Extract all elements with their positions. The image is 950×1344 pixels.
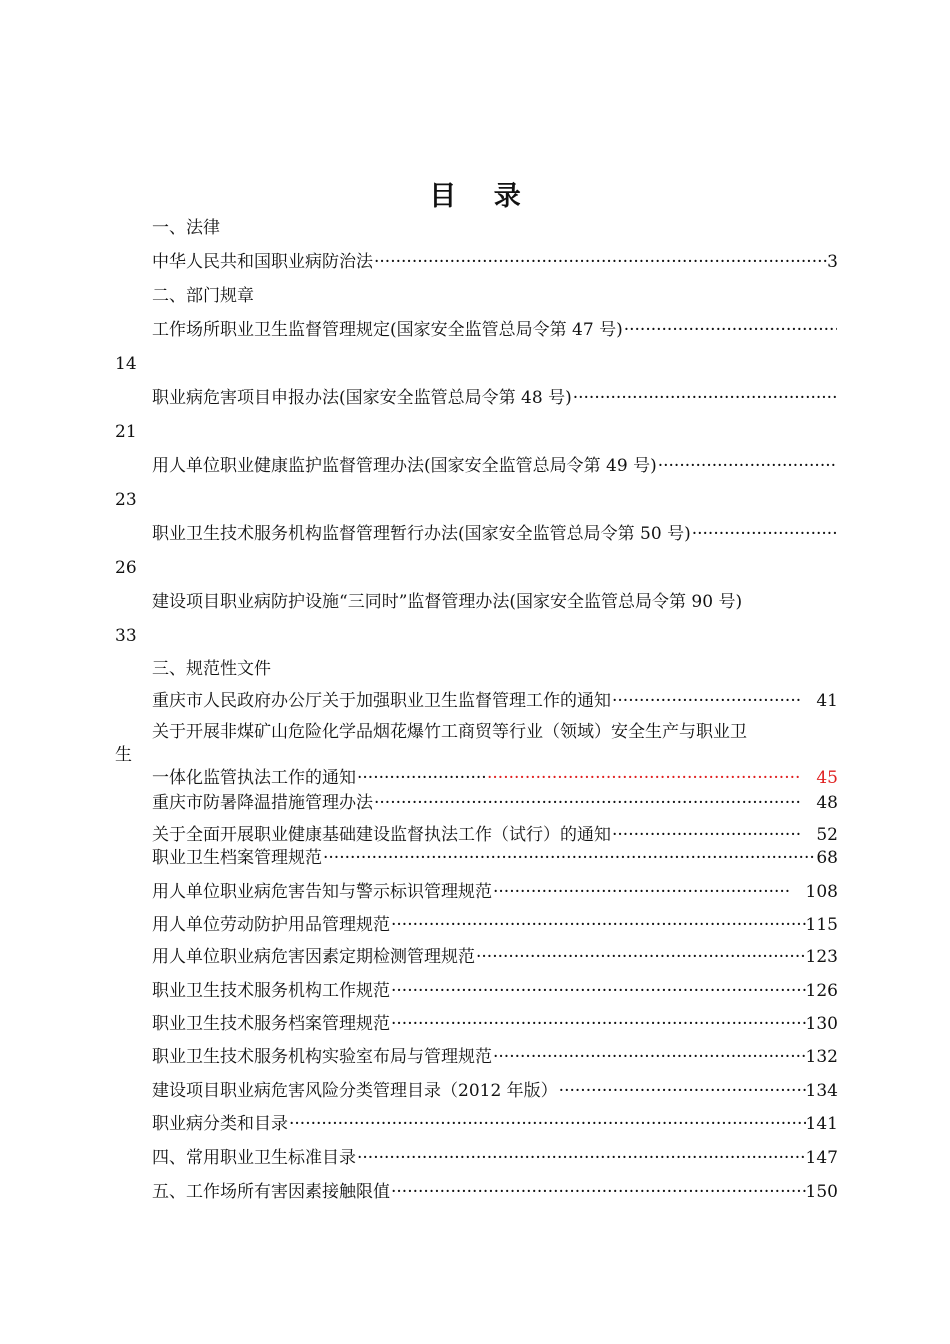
section-heading-norms <box>152 657 838 681</box>
toc-entry[interactable] <box>152 979 838 1003</box>
entry-title: 职业病危害项目申报办法(国家安全监管总局令第 48 号) <box>152 388 572 408</box>
entry-title: 中华人民共和国职业病防治法 <box>152 252 373 272</box>
dot-leader <box>391 979 806 1003</box>
toc-entry[interactable] <box>152 590 838 614</box>
dot-leader <box>493 1045 806 1069</box>
entry-page: 150 <box>805 1182 838 1202</box>
entry-page: 26 <box>115 558 137 578</box>
entry-title: 五、工作场所有害因素接触限值 <box>152 1182 390 1202</box>
entry-page: 130 <box>805 1014 838 1034</box>
toc-title: 目 录 <box>429 181 535 212</box>
entry-title: 用人单位职业病危害因素定期检测管理规范 <box>152 947 475 967</box>
dot-leader <box>573 386 837 410</box>
entry-title: 职业卫生技术服务档案管理规范 <box>152 1014 390 1034</box>
section-label: 二、部门规章 <box>152 286 254 306</box>
toc-entry[interactable] <box>152 689 838 713</box>
entry-page: 115 <box>805 915 838 935</box>
entry-page: 48 <box>816 793 838 813</box>
dot-leader <box>493 880 791 904</box>
entry-page: 123 <box>805 947 838 967</box>
entry-title-line1: 关于开展非煤矿山危险化学品烟花爆竹工商贸等行业（领域）安全生产与职业卫 <box>152 722 747 742</box>
entry-title: 用人单位职业病危害告知与警示标识管理规范 <box>152 882 492 902</box>
dot-leader <box>692 522 837 546</box>
section-label: 三、规范性文件 <box>152 659 271 679</box>
entry-page: 68 <box>816 848 838 868</box>
toc-entry[interactable] <box>152 386 838 410</box>
entry-page: 41 <box>816 691 838 711</box>
dot-leader <box>476 945 806 969</box>
entry-page: 108 <box>805 882 838 902</box>
toc-entry[interactable] <box>152 823 838 847</box>
toc-entry[interactable] <box>152 318 838 342</box>
entry-title: 职业卫生技术服务机构监督管理暂行办法(国家安全监管总局令第 50 号) <box>152 524 691 544</box>
entry-title: 重庆市人民政府办公厅关于加强职业卫生监督管理工作的通知 <box>152 691 611 711</box>
entry-page: 14 <box>115 354 137 374</box>
dot-leader <box>357 1146 806 1170</box>
section-label: 一、法律 <box>152 218 220 238</box>
entry-title: 职业卫生技术服务机构工作规范 <box>152 981 390 1001</box>
toc-entry[interactable] <box>152 720 838 744</box>
toc-entry[interactable] <box>152 1012 838 1036</box>
toc-entry[interactable] <box>152 250 838 274</box>
entry-page: 126 <box>805 981 838 1001</box>
dot-leader <box>391 1012 806 1036</box>
entry-page: 147 <box>805 1148 838 1168</box>
entry-title: 重庆市防暑降温措施管理办法 <box>152 793 373 813</box>
toc-entry[interactable] <box>152 1079 838 1103</box>
entry-page: 132 <box>805 1047 838 1067</box>
entry-page: 141 <box>805 1114 838 1134</box>
dot-leader <box>612 689 801 713</box>
toc-entry[interactable] <box>152 846 838 870</box>
dot-leader <box>289 1112 806 1136</box>
toc-entry[interactable] <box>152 945 838 969</box>
entry-title: 用人单位劳动防护用品管理规范 <box>152 915 390 935</box>
entry-title: 关于全面开展职业健康基础建设监督执法工作（试行）的通知 <box>152 825 611 845</box>
dot-leader <box>391 1180 806 1204</box>
entry-title: 职业卫生档案管理规范 <box>152 848 322 868</box>
dot-leader <box>391 913 806 937</box>
entry-title: 职业病分类和目录 <box>152 1114 288 1134</box>
entry-wrap-char: 生 <box>115 745 132 765</box>
entry-page: 134 <box>805 1081 838 1101</box>
dot-leader-highlight <box>487 766 801 790</box>
toc-entry[interactable] <box>152 791 838 815</box>
toc-entry-continued[interactable] <box>152 766 838 790</box>
entry-title-line2: 一体化监管执法工作的通知 <box>152 768 356 788</box>
dot-leader <box>559 1079 806 1103</box>
toc-entry[interactable] <box>152 454 838 478</box>
dot-leader <box>323 846 816 870</box>
dot-leader <box>658 454 837 478</box>
entry-title: 工作场所职业卫生监督管理规定(国家安全监管总局令第 47 号) <box>152 320 623 340</box>
dot-leader <box>612 823 801 847</box>
toc-entry[interactable] <box>152 1112 838 1136</box>
entry-page: 33 <box>115 626 137 646</box>
entry-title: 职业卫生技术服务机构实验室布局与管理规范 <box>152 1047 492 1067</box>
entry-title: 建设项目职业病防护设施“三同时”监督管理办法(国家安全监管总局令第 90 号) <box>152 592 743 612</box>
entry-page: 45 <box>816 768 838 788</box>
toc-entry[interactable] <box>152 1146 838 1170</box>
dot-leader <box>374 250 827 274</box>
toc-entry[interactable] <box>152 880 838 904</box>
entry-page: 3 <box>827 252 838 272</box>
entry-title: 用人单位职业健康监护监督管理办法(国家安全监管总局令第 49 号) <box>152 456 657 476</box>
section-heading-law <box>152 216 838 240</box>
toc-entry[interactable] <box>152 1045 838 1069</box>
entry-title: 四、常用职业卫生标准目录 <box>152 1148 356 1168</box>
section-heading-rules <box>152 284 838 308</box>
toc-entry[interactable] <box>152 1180 838 1204</box>
dot-leader <box>374 791 801 815</box>
dot-leader <box>624 318 837 342</box>
entry-page: 23 <box>115 490 137 510</box>
entry-page: 52 <box>816 825 838 845</box>
entry-page: 21 <box>115 422 137 442</box>
entry-title: 建设项目职业病危害风险分类管理目录（2012 年版） <box>152 1081 558 1101</box>
toc-entry[interactable] <box>152 913 838 937</box>
toc-entry[interactable] <box>152 522 838 546</box>
dot-leader <box>357 766 485 790</box>
